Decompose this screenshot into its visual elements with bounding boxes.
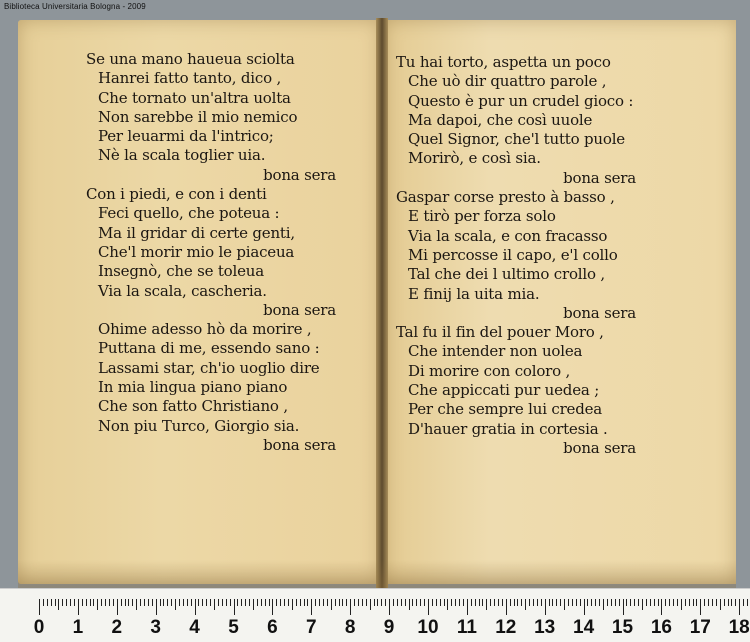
ruler-tick	[323, 599, 324, 606]
ruler-tick	[700, 599, 701, 615]
ruler-tick	[533, 599, 534, 606]
ruler-tick	[315, 599, 316, 606]
ruler-tick	[728, 599, 729, 606]
ruler-tick	[580, 599, 581, 606]
ruler-tick	[475, 599, 476, 606]
ruler-tick	[447, 599, 448, 610]
left-refrain: bona sera	[263, 165, 336, 184]
ruler-tick	[55, 599, 56, 606]
ruler-tick	[358, 599, 359, 606]
ruler-tick	[436, 599, 437, 606]
ruler-tick	[74, 599, 75, 606]
ruler-tick	[603, 599, 604, 610]
ruler-tick	[249, 599, 250, 606]
left-verse-line: Che son fatto Christiano ,	[98, 397, 288, 416]
ruler-tick	[693, 599, 694, 606]
ruler-tick	[397, 599, 398, 606]
right-verse-line: Di morire con coloro ,	[408, 361, 571, 380]
ruler-tick	[288, 599, 289, 606]
right-verse-line: Tal che dei l ultimo crollo ,	[408, 265, 605, 284]
right-verse-line: Via la scala, e con fracasso	[408, 226, 608, 245]
ruler-tick	[689, 599, 690, 606]
ruler-number: 14	[573, 617, 595, 638]
page-bottom-shadow	[18, 560, 736, 588]
ruler-tick	[370, 599, 371, 610]
ruler-tick	[362, 599, 363, 606]
ruler-tick	[171, 599, 172, 606]
ruler-tick	[735, 599, 736, 606]
ruler-tick	[265, 599, 266, 606]
ruler-tick	[747, 599, 748, 606]
ruler-tick	[463, 599, 464, 606]
ruler-number: 2	[111, 617, 123, 638]
left-verse-line: Ma il gridar di certe genti,	[98, 223, 295, 242]
ruler-tick	[183, 599, 184, 606]
ruler-tick	[568, 599, 569, 606]
ruler-number: 7	[306, 617, 317, 638]
left-verse-line: Che'l morir mio le piaceua	[98, 242, 295, 261]
ruler-tick	[416, 599, 417, 606]
right-verse-line: Tu hai torto, aspetta un poco	[396, 53, 611, 71]
ruler-tick	[90, 599, 91, 606]
ruler-tick	[646, 599, 647, 606]
right-verse-line: Che appiccati pur uedea ;	[408, 381, 600, 400]
ruler-tick	[704, 599, 705, 606]
ruler-tick	[121, 599, 122, 606]
ruler-tick	[424, 599, 425, 606]
ruler-tick	[510, 599, 511, 606]
ruler-tick	[545, 599, 546, 615]
ruler-tick	[261, 599, 262, 606]
ruler-number: 12	[495, 617, 517, 638]
ruler-tick	[381, 599, 382, 606]
ruler-tick	[514, 599, 515, 606]
ruler-tick	[241, 599, 242, 606]
ruler-tick	[86, 599, 87, 606]
left-refrain: bona sera	[263, 435, 336, 454]
ruler-tick	[591, 599, 592, 606]
ruler-tick	[560, 599, 561, 606]
left-page-verse	[86, 50, 336, 455]
ruler-tick	[696, 599, 697, 606]
ruler-tick	[366, 599, 367, 606]
ruler-tick	[525, 599, 526, 610]
ruler-tick	[584, 599, 585, 615]
ruler-tick	[626, 599, 627, 606]
left-verse-line: Se una mano haueua sciolta	[86, 50, 295, 68]
left-verse-line: Puttana di me, essendo sano :	[98, 339, 320, 358]
ruler-tick	[66, 599, 67, 606]
ruler-number: 10	[417, 617, 439, 638]
ruler-tick	[156, 599, 157, 615]
ruler-tick	[541, 599, 542, 606]
ruler-tick	[47, 599, 48, 606]
right-verse-line: E finij la uita mia.	[408, 284, 540, 303]
right-verse-line: Che intender non uolea	[408, 342, 583, 361]
right-verse-line: Per che sempre lui credea	[408, 400, 603, 419]
ruler-tick	[529, 599, 530, 606]
ruler-tick	[163, 599, 164, 606]
right-verse-line: Gaspar corse presto à basso ,	[396, 188, 615, 207]
ruler-tick	[304, 599, 305, 606]
ruler-tick	[630, 599, 631, 606]
left-verse-line: Feci quello, che poteua :	[98, 204, 280, 223]
ruler-tick	[222, 599, 223, 606]
ruler-tick	[160, 599, 161, 606]
ruler-tick	[234, 599, 235, 615]
ruler-tick	[125, 599, 126, 606]
ruler-tick	[62, 599, 63, 606]
ruler-number: 9	[383, 617, 395, 638]
ruler-tick	[237, 599, 238, 606]
left-verse-line: Ohime adesso hò da morire ,	[98, 320, 312, 339]
ruler-tick	[276, 599, 277, 606]
left-refrain: bona sera	[263, 300, 336, 319]
ruler-tick	[167, 599, 168, 606]
right-page-verse	[396, 53, 636, 458]
ruler-tick	[712, 599, 713, 606]
ruler-tick	[658, 599, 659, 606]
ruler-tick	[389, 599, 390, 615]
ruler-tick	[206, 599, 207, 606]
ruler-number: 3	[150, 617, 161, 638]
ruler-number: 8	[344, 617, 356, 638]
ruler-tick	[218, 599, 219, 606]
left-verse-line: Lassami star, ch'io uoglio dire	[98, 358, 320, 377]
ruler-tick	[587, 599, 588, 606]
ruler-tick	[292, 599, 293, 610]
ruler-tick	[673, 599, 674, 606]
ruler-tick	[669, 599, 670, 606]
ruler-tick	[144, 599, 145, 606]
ruler-tick	[342, 599, 343, 606]
ruler-tick	[296, 599, 297, 606]
right-verse-line: Che uò dir quattro parole ,	[408, 72, 607, 91]
ruler-tick	[148, 599, 149, 606]
ruler-tick	[105, 599, 106, 606]
ruler-tick	[677, 599, 678, 606]
ruler-tick	[97, 599, 98, 610]
ruler-tick	[128, 599, 129, 606]
ruler-tick	[479, 599, 480, 606]
ruler-tick	[599, 599, 600, 606]
ruler-number: 6	[267, 617, 278, 638]
ruler-number: 11	[456, 617, 477, 638]
ruler-tick	[619, 599, 620, 606]
ruler-tick	[498, 599, 499, 606]
ruler-number: 0	[33, 617, 45, 638]
ruler-tick	[51, 599, 52, 606]
library-watermark: Biblioteca Universitaria Bologna - 2009	[4, 2, 146, 11]
ruler-tick	[187, 599, 188, 606]
ruler-tick	[117, 599, 118, 615]
ruler-tick	[377, 599, 378, 606]
ruler-tick	[70, 599, 71, 606]
ruler-tick	[284, 599, 285, 606]
ruler-tick	[307, 599, 308, 606]
right-verse-line: D'hauer gratia in cortesia .	[408, 419, 608, 438]
ruler-number: 4	[189, 617, 200, 638]
ruler-tick	[385, 599, 386, 606]
ruler-tick	[572, 599, 573, 606]
ruler-tick	[720, 599, 721, 610]
ruler-tick	[428, 599, 429, 615]
ruler-tick	[623, 599, 624, 615]
ruler-tick	[681, 599, 682, 610]
ruler-number: 15	[611, 617, 634, 638]
ruler-tick	[634, 599, 635, 606]
ruler-tick	[319, 599, 320, 606]
left-verse-line: Non piu Turco, Giorgio sia.	[98, 416, 300, 435]
ruler-tick	[724, 599, 725, 606]
ruler-number: 5	[228, 617, 239, 638]
ruler-tick	[311, 599, 312, 615]
ruler-tick	[78, 599, 79, 615]
ruler-tick	[136, 599, 137, 610]
right-verse-line: Ma dapoi, che così uuole	[408, 110, 593, 129]
ruler-tick	[716, 599, 717, 606]
ruler-tick	[595, 599, 596, 606]
ruler-tick	[179, 599, 180, 606]
ruler-tick	[665, 599, 666, 606]
ruler-tick	[494, 599, 495, 606]
ruler-tick	[401, 599, 402, 606]
ruler-tick	[459, 599, 460, 606]
ruler-tick	[708, 599, 709, 606]
measurement-ruler	[0, 588, 750, 642]
ruler-tick	[132, 599, 133, 606]
ruler-tick	[685, 599, 686, 606]
ruler-tick	[576, 599, 577, 606]
left-verse-line: Con i piedi, e con i denti	[86, 185, 267, 204]
ruler-ticks	[0, 595, 750, 607]
ruler-tick	[346, 599, 347, 606]
ruler-tick	[432, 599, 433, 606]
left-verse-line: In mia lingua piano piano	[98, 378, 288, 397]
ruler-tick	[502, 599, 503, 606]
ruler-tick	[638, 599, 639, 606]
ruler-tick	[486, 599, 487, 610]
ruler-tick	[455, 599, 456, 606]
ruler-tick	[39, 599, 40, 615]
right-verse-line: Tal fu il fin del pouer Moro ,	[396, 323, 604, 342]
ruler-tick	[552, 599, 553, 606]
ruler-tick	[245, 599, 246, 606]
ruler-tick	[82, 599, 83, 606]
left-verse-line: Per leuarmi da l'intrico;	[98, 127, 274, 146]
ruler-tick	[93, 599, 94, 606]
ruler-tick	[506, 599, 507, 615]
ruler-tick	[269, 599, 270, 606]
ruler-tick	[374, 599, 375, 606]
ruler-number: 16	[650, 617, 672, 638]
ruler-tick	[731, 599, 732, 606]
ruler-tick	[354, 599, 355, 606]
right-verse-line: E tirò per forza solo	[408, 207, 556, 226]
ruler-tick	[556, 599, 557, 606]
ruler-tick	[214, 599, 215, 610]
ruler-tick	[339, 599, 340, 606]
ruler-tick	[661, 599, 662, 615]
ruler-tick	[412, 599, 413, 606]
ruler-tick	[420, 599, 421, 606]
ruler-tick	[650, 599, 651, 606]
ruler-tick	[350, 599, 351, 615]
left-verse-line: Non sarebbe il mio nemico	[98, 107, 298, 126]
ruler-tick	[280, 599, 281, 606]
ruler-tick	[272, 599, 273, 615]
ruler-tick	[335, 599, 336, 606]
ruler-tick	[521, 599, 522, 606]
ruler-tick	[549, 599, 550, 606]
ruler-tick	[175, 599, 176, 610]
ruler-tick	[471, 599, 472, 606]
left-verse-line: Che tornato un'altra uolta	[98, 88, 291, 107]
left-verse-line: Nè la scala toglier uia.	[98, 146, 266, 165]
ruler-tick	[564, 599, 565, 610]
ruler-number: 13	[534, 617, 556, 638]
ruler-tick	[405, 599, 406, 606]
ruler-tick	[101, 599, 102, 606]
ruler-tick	[615, 599, 616, 606]
ruler-tick	[537, 599, 538, 606]
ruler-tick	[517, 599, 518, 606]
ruler-tick	[611, 599, 612, 606]
ruler-tick	[202, 599, 203, 606]
ruler-tick	[140, 599, 141, 606]
ruler-tick	[393, 599, 394, 606]
ruler-tick	[739, 599, 740, 615]
left-verse-line: Insegnò, che se toleua	[98, 262, 264, 281]
ruler-number: 1	[72, 617, 84, 638]
right-verse-line: Mi percosse il capo, e'l collo	[408, 245, 618, 264]
ruler-tick	[152, 599, 153, 606]
book-gutter	[376, 18, 388, 588]
right-verse-line: Questo è pur un crudel gioco :	[408, 91, 634, 110]
ruler-tick	[743, 599, 744, 606]
ruler-tick	[331, 599, 332, 610]
left-verse-line: Via la scala, cascheria.	[98, 281, 267, 300]
ruler-tick	[490, 599, 491, 606]
ruler-tick	[444, 599, 445, 606]
ruler-number: 18	[728, 617, 750, 638]
ruler-tick	[43, 599, 44, 606]
ruler-tick	[257, 599, 258, 606]
right-refrain: bona sera	[563, 438, 636, 457]
ruler-tick	[467, 599, 468, 615]
ruler-tick	[113, 599, 114, 606]
ruler-tick	[440, 599, 441, 606]
ruler-tick	[58, 599, 59, 610]
right-verse-line: Morirò, e così sia.	[408, 149, 541, 168]
ruler-tick	[195, 599, 196, 615]
ruler-tick	[607, 599, 608, 606]
left-verse-line: Hanrei fatto tanto, dico ,	[98, 69, 282, 88]
ruler-tick	[191, 599, 192, 606]
right-refrain: bona sera	[563, 303, 636, 322]
right-verse-line: Quel Signor, che'l tutto puole	[408, 130, 625, 149]
ruler-tick	[253, 599, 254, 610]
ruler-number: 17	[689, 617, 711, 638]
ruler-tick	[327, 599, 328, 606]
ruler-tick	[198, 599, 199, 606]
ruler-tick	[482, 599, 483, 606]
ruler-tick	[300, 599, 301, 606]
right-refrain: bona sera	[563, 168, 636, 187]
ruler-tick	[409, 599, 410, 610]
ruler-tick	[654, 599, 655, 606]
ruler-tick	[230, 599, 231, 606]
ruler-tick	[226, 599, 227, 606]
ruler-tick	[210, 599, 211, 606]
ruler-tick	[451, 599, 452, 606]
ruler-tick	[109, 599, 110, 606]
ruler-tick	[642, 599, 643, 610]
